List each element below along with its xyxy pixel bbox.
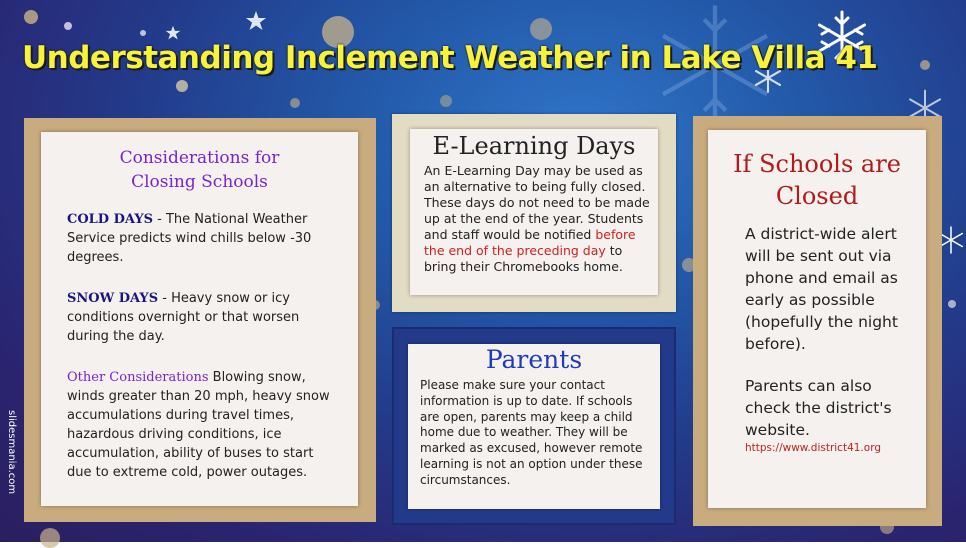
cold-days-label: COLD DAYS <box>67 212 153 227</box>
elearning-heading: E-Learning Days <box>432 132 636 160</box>
bokeh-dot <box>530 18 552 40</box>
schools-closed-frame <box>693 116 942 526</box>
parents-card <box>408 344 660 509</box>
parents-frame <box>392 327 676 525</box>
district-website-link[interactable]: https://www.district41.org <box>745 442 881 454</box>
closing-considerations-card <box>41 132 358 506</box>
snow-days-label: SNOW DAYS <box>67 291 159 306</box>
bokeh-dot <box>290 98 300 108</box>
elearning-text: An E-Learning Day may be used as an alternative to being fully closed. These days do not need to be made up at the end of the year. Students and staff would be notified <box>424 163 650 242</box>
other-considerations-paragraph <box>67 368 335 482</box>
star-icon <box>245 10 267 32</box>
credit-text: slidesmania.com <box>6 410 17 495</box>
other-considerations-text: Blowing snow, winds greater than 20 mph, heavy snow accumulations during travel times, hazardous driving conditions, ice accumulation, ability of buses to start due to extreme cold, power outages. <box>67 370 330 480</box>
district-alert-paragraph: A district-wide alert will be sent out via phone and email as early as possible (hopefully the night before). <box>745 225 898 353</box>
closing-considerations-frame <box>24 118 376 522</box>
bokeh-dot <box>176 80 188 92</box>
elearning-card <box>410 129 658 295</box>
star-icon <box>165 25 181 41</box>
snow-days-text: - Heavy snow or icy conditions overnight or that worsen during the day. <box>67 291 300 344</box>
bokeh-dot <box>24 10 38 24</box>
elearning-highlight: before the end of the preceding day <box>424 227 636 258</box>
parents-paragraph: Please make sure your contact information is up to date. If schools are open, parents may keep a child home due to weather. They will be marked as excused, however remote learning is not an option under these circumstances. <box>420 378 643 487</box>
check-website-paragraph: Parents can also check the district's website. <box>745 377 892 439</box>
elearning-paragraph <box>424 163 652 275</box>
heading-line: Considerations for <box>119 148 280 168</box>
bokeh-dot <box>948 300 956 308</box>
slide-title: Understanding Inclement Weather in Lake Villa 41 <box>22 40 878 76</box>
cold-days-paragraph <box>67 210 335 267</box>
other-considerations-label: Other Considerations <box>67 370 209 385</box>
schools-closed-card <box>708 130 926 508</box>
elearning-frame <box>392 114 676 312</box>
heading-line: If Schools are <box>733 150 901 178</box>
closing-considerations-heading <box>41 146 358 194</box>
schools-closed-heading <box>708 148 926 212</box>
bokeh-dot <box>440 95 452 107</box>
bokeh-dot <box>140 30 146 36</box>
cold-days-text: - The National Weather Service predicts wind chills below -30 degrees. <box>67 212 312 265</box>
heading-line: Closing Schools <box>131 172 268 192</box>
bokeh-dot <box>40 528 60 548</box>
elearning-text: to bring their Chromebooks home. <box>424 243 623 274</box>
snow-days-paragraph <box>67 289 335 346</box>
parents-heading: Parents <box>485 345 583 374</box>
bokeh-dot <box>64 22 72 30</box>
heading-line: Closed <box>775 182 859 210</box>
